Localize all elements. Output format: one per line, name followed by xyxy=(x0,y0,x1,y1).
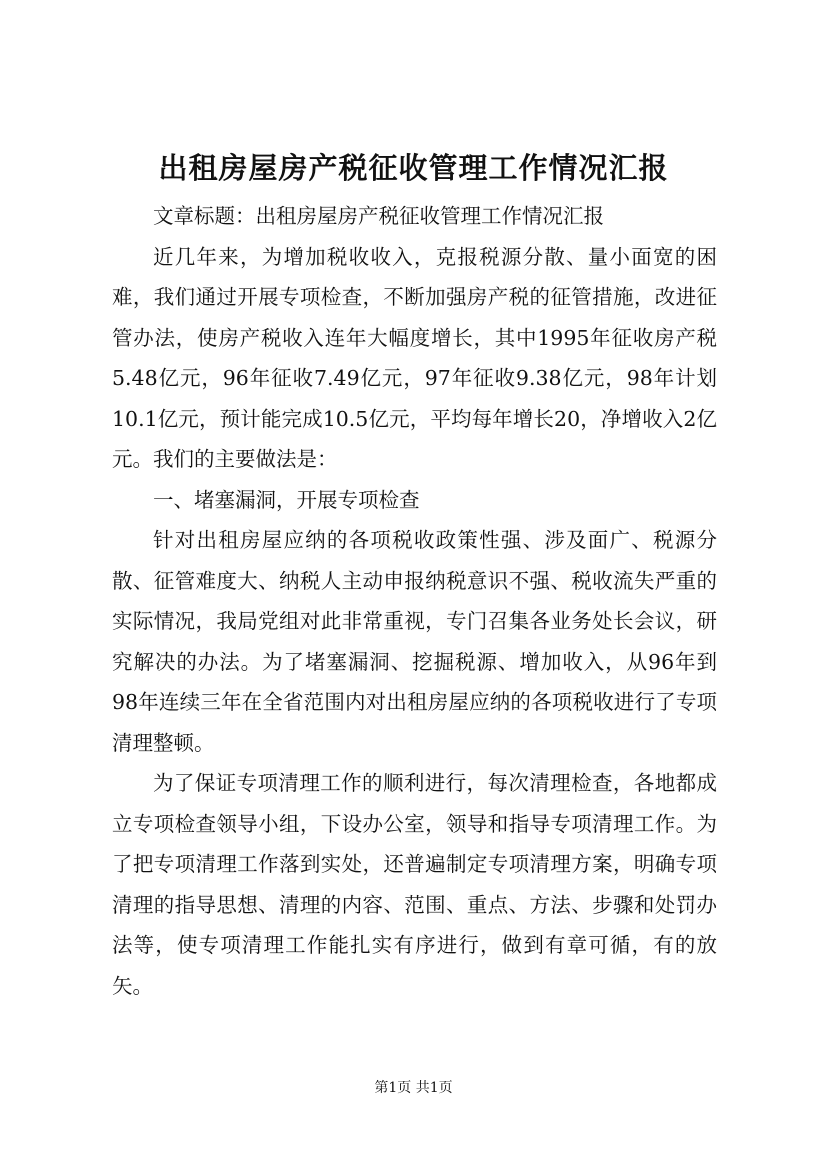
article-title-line: 文章标题：出租房屋房产税征收管理工作情况汇报 xyxy=(153,204,604,228)
section-heading: 一、堵塞漏洞，开展专项检查 xyxy=(153,487,420,512)
document-title: 出租房屋房产税征收管理工作情况汇报 xyxy=(158,151,669,185)
intro-paragraph: 近几年来，为增加税收收入，克报税源分散、量小面宽的困难，我们通过开展专项检查，不断加强房产税的征管措施，改进征管办法，使房产税收入连年大幅度增长，其中1995年征收房产税5.48亿元，96年征收7.49亿元，97年征收9.38亿元，98年计划10.1亿元，预计能完成10.5亿元，平均每年增长20，净增收入2亿元。我们的主要做法是： xyxy=(112,244,717,471)
body-paragraph: 针对出租房屋应纳的各项税收政策性强、涉及面广、税源分散、征管难度大、纳税人主动申报纳税意识不强、税收流失严重的实际情况，我局党组对此非常重视，专门召集各业务处长会议，研究解决的办法。为了堵塞漏洞、挖掘税源、增加收入，从96年到98年连续三年在全省范围内对出租房屋应纳的各项税收进行了专项清理整顿。 xyxy=(112,528,717,755)
document-body xyxy=(112,196,717,1006)
body-paragraph: 为了保证专项清理工作的顺利进行，每次清理检查，各地都成立专项检查领导小组，下设办公室，领导和指导专项清理工作。为了把专项清理工作落到实处，还普遍制定专项清理方案，明确专项清理的指导思想、清理的内容、范围、重点、方法、步骤和处罚办法等，使专项清理工作能扎实有序进行，做到有章可循，有的放矢。 xyxy=(112,771,717,998)
page-footer: 第1页 共1页 xyxy=(374,1080,453,1096)
